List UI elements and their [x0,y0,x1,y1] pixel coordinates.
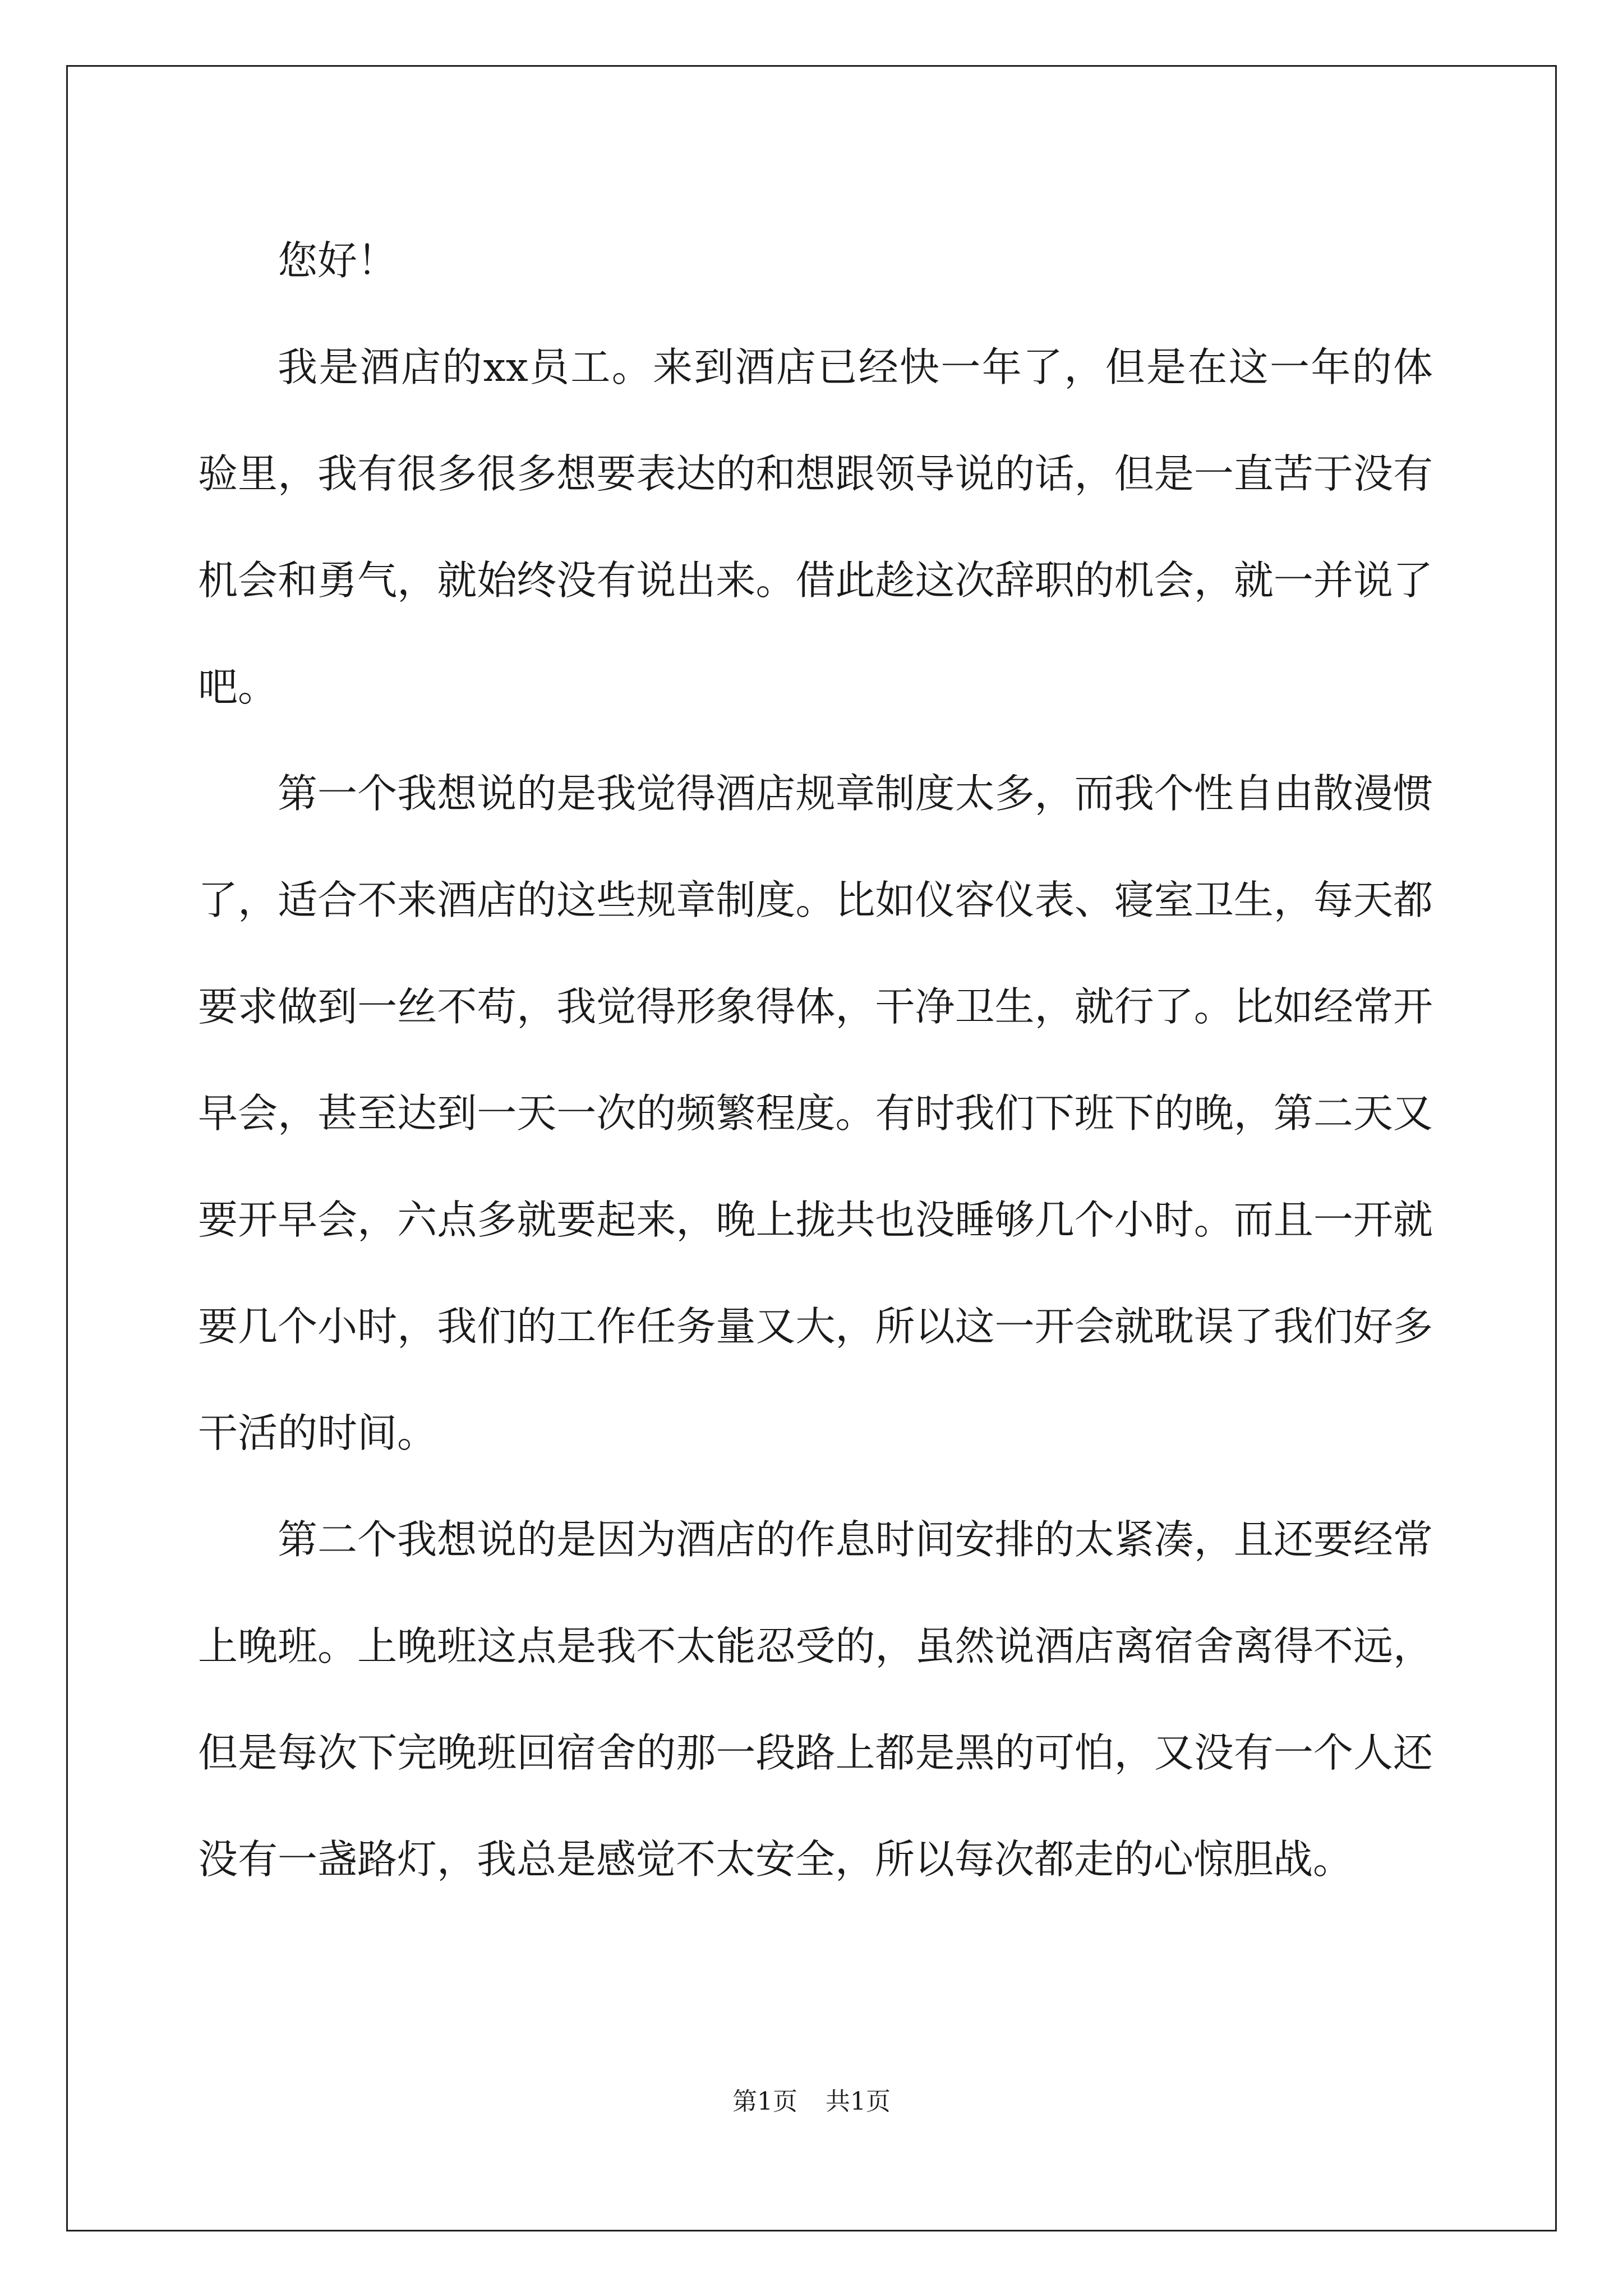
greeting-line: 您好！ [278,237,398,284]
paragraph-2: 第一个我想说的是我觉得酒店规章制度太多，而我个性自由散漫惯了，适合不来酒店的这些规章制度。比如仪容仪表、寝室卫生，每天都要求做到一丝不苟，我觉得形象得体，干净卫生，就行了。比如经常开早会，甚至达到一天一次的频繁程度。有时我们下班下的晚，第二天又要开早会，六点多就要起来，晚上拢共也没睡够几个小时。而且一开就要几个小时，我们的工作任务量又大，所以这一开会就耽误了我们好多干活的时间。 [198,770,1433,1456]
page-number-current: 第1页 [732,2087,797,2116]
paragraph-1: 我是酒店的xx员工。来到酒店已经快一年了，但是在这一年的体验里，我有很多很多想要表达的和想跟领导说的话，但是一直苦于没有机会和勇气，就始终没有说出来。借此趁这次辞职的机会，就一并说了吧。 [198,344,1433,710]
paragraph-3: 第二个我想说的是因为酒店的作息时间安排的太紧凑，且还要经常上晚班。上晚班这点是我不太能忍受的，虽然说酒店离宿舍离得不远，但是每次下完晚班回宿舍的那一段路上都是黑的可怕，又没有一个人还没有一盏路灯，我总是感觉不太安全，所以每次都走的心惊胆战。 [198,1516,1433,1883]
document-body [198,208,1433,1913]
page-footer [0,2081,1623,2117]
page-number-total: 共1页 [826,2087,891,2116]
